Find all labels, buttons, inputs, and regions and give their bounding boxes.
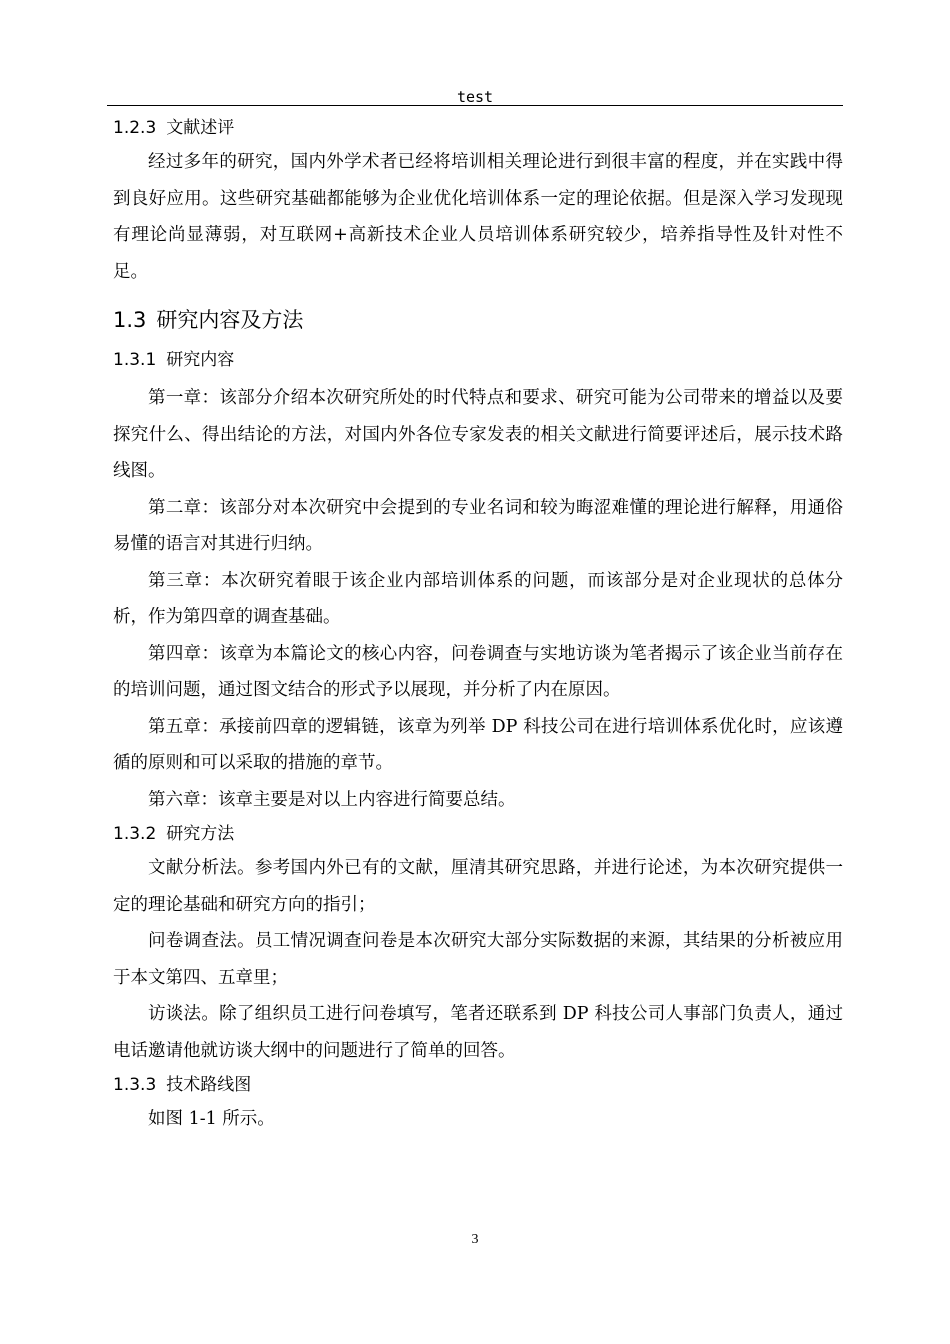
paragraph-chapter-1: 第一章：该部分介绍本次研究所处的时代特点和要求、研究可能为公司带来的增益以及要探究什么、得出结论的方法，对国内外各位专家发表的相关文献进行简要评述后，展示技术路线图。 [113, 388, 843, 481]
paragraph-literature-review: 经过多年的研究，国内外学术者已经将培训相关理论进行到很丰富的程度，并在实践中得到良好应用。这些研究基础都能够为企业优化培训体系一定的理论依据。但是深入学习发现现有理论尚显薄弱，对互联网+高新技术企业人员培训体系研究较少，培养指导性及针对性不足。 [113, 152, 843, 282]
section-heading-1-3-2 [113, 818, 843, 850]
section-number: 1.3.1 [113, 350, 157, 370]
section-heading-1-2-3 [113, 112, 843, 144]
section-title: 研究内容及方法 [156, 308, 304, 332]
paragraph-figure-reference: 如图 1-1 所示。 [148, 1109, 275, 1129]
section-heading-1-3 [113, 296, 843, 344]
page-header-text: test [456, 88, 494, 106]
paragraph-method-literature: 文献分析法。参考国内外已有的文献，厘清其研究思路，并进行论述，为本次研究提供一定的理论基础和研究方向的指引； [113, 858, 843, 915]
section-title: 研究方法 [166, 824, 235, 844]
section-heading-1-3-1 [113, 344, 843, 376]
section-number: 1.3.3 [113, 1075, 157, 1095]
section-number: 1.3.2 [113, 824, 157, 844]
paragraph-chapter-3: 第三章：本次研究着眼于该企业内部培训体系的问题，而该部分是对企业现状的总体分析，作为第四章的调查基础。 [113, 570, 843, 627]
paragraph-chapter-2: 第二章：该部分对本次研究中会提到的专业名词和较为晦涩难懂的理论进行解释，用通俗易懂的语言对其进行归纳。 [113, 497, 843, 554]
section-number: 1.3 [113, 308, 147, 332]
paragraph-method-interview: 访谈法。除了组织员工进行问卷填写，笔者还联系到 DP 科技公司人事部门负责人，通过电话邀请他就访谈大纲中的问题进行了简单的回答。 [113, 1004, 843, 1061]
page-body [113, 112, 843, 1138]
section-title: 文献述评 [166, 118, 235, 138]
paragraph-method-questionnaire: 问卷调查法。员工情况调查问卷是本次研究大部分实际数据的来源，其结果的分析被应用于本文第四、五章里； [113, 931, 843, 988]
page-number: 3 [471, 1232, 479, 1247]
paragraph-chapter-5: 第五章：承接前四章的逻辑链，该章为列举 DP 科技公司在进行培训体系优化时，应该遵循的原则和可以采取的措施的章节。 [113, 716, 843, 773]
section-title: 研究内容 [166, 350, 235, 370]
section-title: 技术路线图 [166, 1075, 252, 1095]
section-heading-1-3-3 [113, 1069, 843, 1101]
paragraph-chapter-4: 第四章：该章为本篇论文的核心内容，问卷调查与实地访谈为笔者揭示了该企业当前存在的培训问题，通过图文结合的形式予以展现，并分析了内在原因。 [113, 643, 843, 700]
paragraph-chapter-6: 第六章：该章主要是对以上内容进行简要总结。 [148, 789, 516, 810]
section-number: 1.2.3 [113, 118, 157, 138]
header-rule [107, 105, 843, 106]
